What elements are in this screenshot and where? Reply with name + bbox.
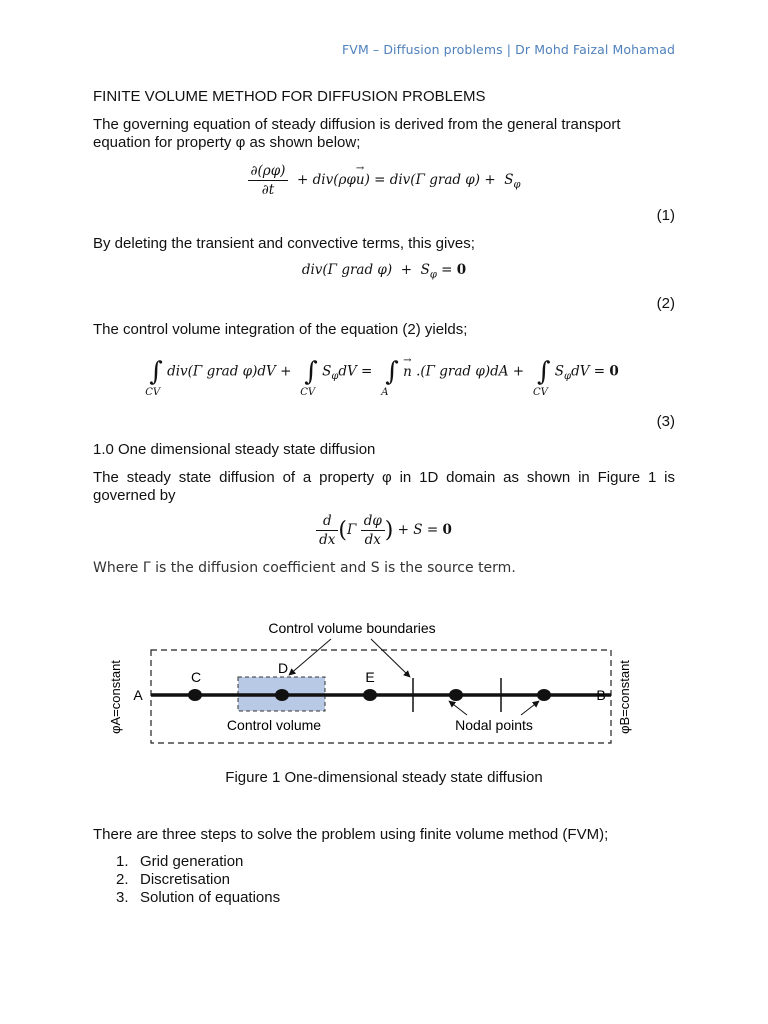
intro-paragraph: The governing equation of steady diffusion is derived from the general transport equation for property φ as shown below;: [93, 116, 621, 151]
steady-paragraph: The steady state diffusion of a property φ in 1D domain as shown in Figure 1 is governed by: [93, 469, 675, 504]
steps-list: [116, 853, 280, 907]
label-boundaries: Control volume boundaries: [268, 620, 436, 636]
label-end-a: A: [133, 687, 143, 703]
label-right-bc: φB=constant: [617, 660, 632, 734]
equation-number-3: (3): [656, 413, 675, 430]
arrow-nodal-right: [521, 701, 539, 715]
list-item: [116, 871, 280, 889]
label-node-c: C: [190, 669, 202, 685]
equation-1: $\frac{\partial(\rho\varphi)}{\partial t}$ + div(ρφu → ) = div(Γ grad $\varphi) + S_\varphi$: [93, 163, 675, 198]
node-d: [275, 689, 289, 701]
steps-intro: There are three steps to solve the problem using finite volume method (FVM);: [93, 826, 609, 843]
node-4: [449, 689, 463, 701]
arrow-boundary-left: [289, 639, 331, 675]
list-item-label: Solution of equations: [140, 889, 281, 906]
list-item-number: 2.: [116, 871, 129, 888]
equation-4: $\frac{d}{dx}$ (Γ $\frac{d\varphi}{dx}$ ) + S = 0: [93, 513, 675, 548]
list-item: [116, 889, 280, 907]
subsection-title: 1.0 One dimensional steady state diffusion: [93, 441, 376, 458]
arrow-nodal-left: [449, 701, 467, 715]
label-end-b: B: [596, 687, 606, 703]
equation-3: ∫ CV div(Γ grad φ)dV + ∫ CV $S_\varphi dV$ = ∫ A n → .(Γ grad φ)dA + ∫ CV $S_\varphi dV = 0$: [145, 354, 619, 398]
label-left-bc: φA=constant: [108, 660, 123, 734]
arrow-boundary-right: [371, 639, 410, 677]
where-paragraph: Where Γ is the diffusion coefficient and S is the source term.: [93, 560, 516, 576]
list-item-label: Discretisation: [140, 871, 231, 888]
list-item: [116, 853, 280, 871]
running-header: FVM – Diffusion problems | Dr Mohd Faizal Mohamad: [342, 42, 675, 57]
label-control-volume: Control volume: [226, 717, 322, 733]
list-item-number: 1.: [116, 853, 129, 870]
label-node-e: E: [365, 669, 375, 685]
node-5: [537, 689, 551, 701]
figure-caption: Figure 1 One-dimensional steady state diffusion: [225, 769, 543, 786]
deleting-paragraph: By deleting the transient and convective terms, this gives;: [93, 235, 475, 252]
node-e: [363, 689, 377, 701]
integration-paragraph: The control volume integration of the equation (2) yields;: [93, 321, 468, 338]
label-nodal-points: Nodal points: [455, 717, 533, 733]
label-node-d: D: [277, 660, 289, 676]
section-title: FINITE VOLUME METHOD FOR DIFFUSION PROBLEMS: [93, 88, 486, 105]
equation-number-1: (1): [656, 207, 675, 224]
list-item-number: 3.: [116, 889, 129, 906]
node-c: [188, 689, 202, 701]
list-item-label: Grid generation: [140, 853, 244, 870]
equation-number-2: (2): [656, 295, 675, 312]
diffusion-figure: [93, 605, 675, 755]
equation-2: div(Γ grad $\varphi) + S_\varphi = 0$: [301, 262, 467, 281]
